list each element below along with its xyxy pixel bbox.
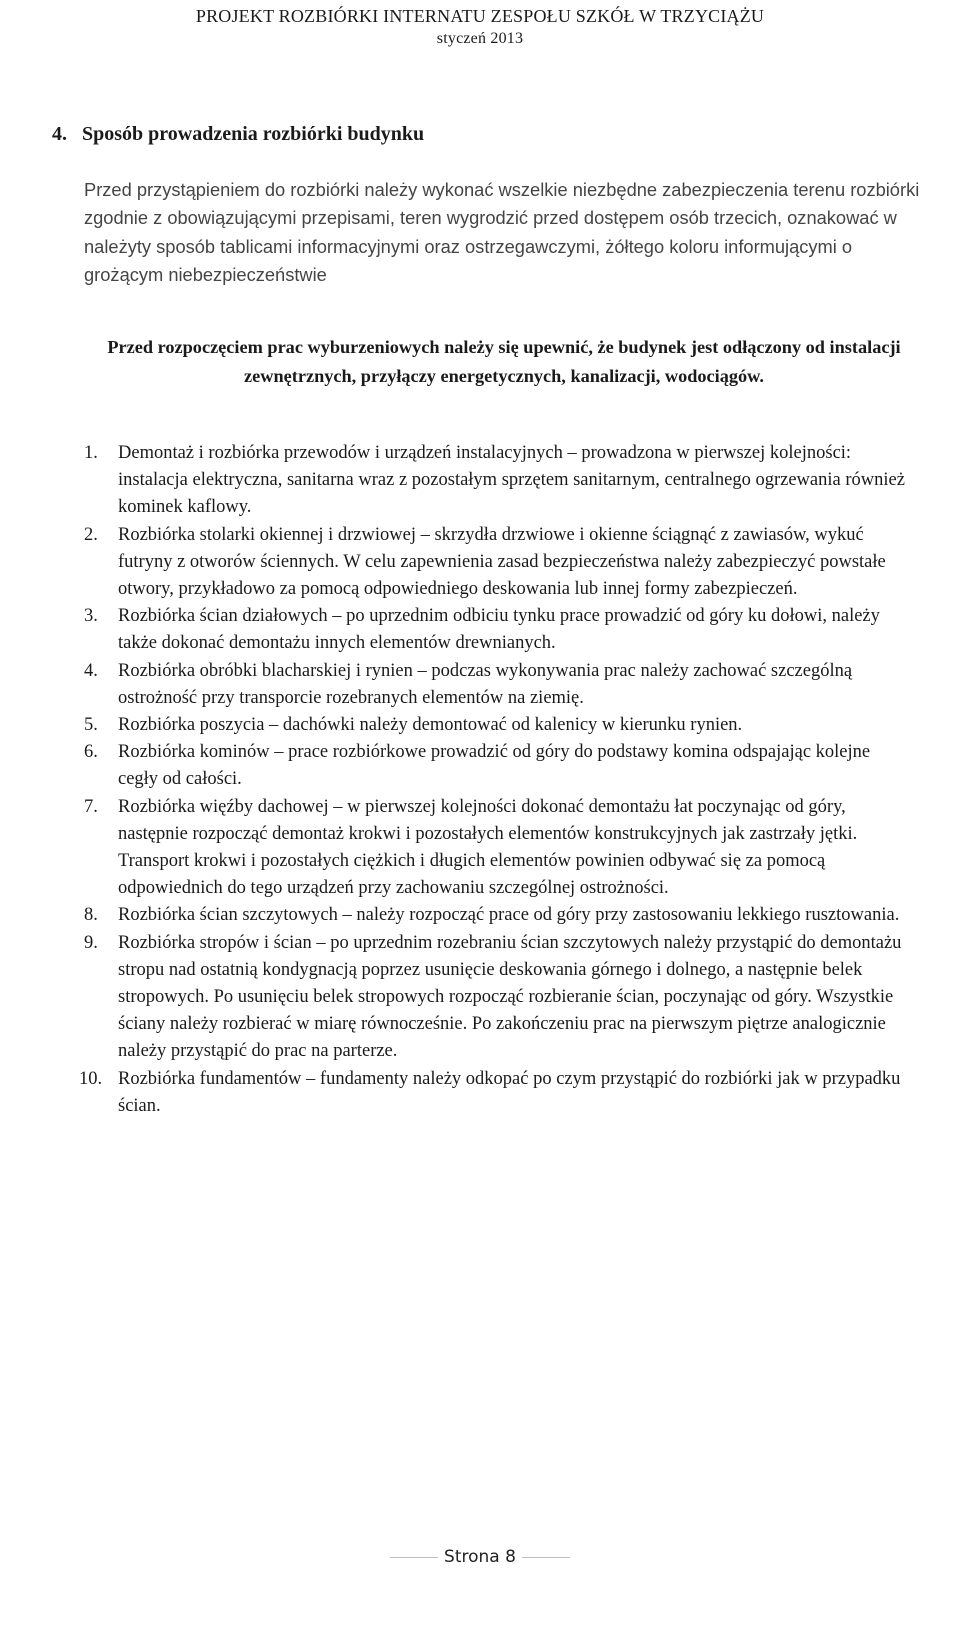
list-item xyxy=(84,739,914,793)
list-item-text: Rozbiórka fundamentów – fundamenty należy odkopać po czym przystąpić do rozbiórki jak w przypadku ścian. xyxy=(118,1068,901,1116)
section-title: Sposób prowadzenia rozbiórki budynku xyxy=(82,123,425,145)
section-number: 4. xyxy=(52,123,67,145)
list-item-text: Rozbiórka stolarki okiennej i drzwiowej – skrzydła drzwiowe i okienne ściągnąć z zawiasów, wykuć futryny z otworów ściennych. W celu zapewnienia zasad bezpieczeństwa należy zabezpieczyć powstałe otwory, przykładowo za pomocą odpowiedniego deskowania lub innej formy zabezpieczeń. xyxy=(118,524,886,600)
page-number xyxy=(0,1545,960,1569)
list-item xyxy=(79,1066,914,1120)
section-heading xyxy=(52,121,424,147)
list-item xyxy=(84,603,914,657)
list-item-number: 8. xyxy=(84,905,98,926)
list-item xyxy=(84,794,914,903)
list-item-text: Rozbiórka więźby dachowej – w pierwszej kolejności dokonać demontażu łat poczynając od góry, następnie rozpocząć demontaż krokwi i pozostałych elementów konstrukcyjnych jak zastrzały jętki. Transport krokwi i pozostałych ciężkich i długich elementów powinien odbywać się za pomocą odpowiednich do tego urządzeń przy zachowaniu szczególnej ostrożności. xyxy=(118,796,858,899)
list-item xyxy=(84,902,914,929)
intro-paragraph: Przed przystąpieniem do rozbiórki należy wykonać wszelkie niezbędne zabezpieczenia terenu rozbiórki zgodnie z obowiązującymi przepisami, teren wygrodzić przed dostępem osób trzecich, oznakować w należyty sposób tablicami informacyjnymi oraz ostrzegawczymi, żółtego koloru informującymi o grożącym niebezpieczeństwie xyxy=(84,179,920,285)
list-item-text: Rozbiórka poszycia – dachówki należy demontować od kalenicy w kierunku rynien. xyxy=(118,715,743,736)
warning-paragraph: Przed rozpoczęciem prac wyburzeniowych należy się upewnić, że budynek jest odłączony od instalacji zewnętrznych, przyłączy energetycznych, kanalizacji, wodociągów. xyxy=(107,337,901,386)
list-item xyxy=(84,658,914,712)
list-item xyxy=(84,712,914,739)
list-item-number: 4. xyxy=(84,660,98,681)
running-header xyxy=(0,4,960,50)
list-item-text: Rozbiórka ścian szczytowych – należy rozpocząć prace od góry przy zastosowaniu lekkiego rusztowania. xyxy=(118,905,900,926)
demolition-steps-list xyxy=(79,440,914,1120)
list-item-text: Rozbiórka kominów – prace rozbiórkowe prowadzić od góry do podstawy komina odspajając kolejne cegły od całości. xyxy=(118,742,871,790)
list-item xyxy=(84,522,914,604)
list-item-text: Demontaż i rozbiórka przewodów i urządzeń instalacyjnych – prowadzona w pierwszej kolejności: instalacja elektryczna, sanitarna wraz z pozostałym sprzętem sanitarnym, centralnego ogrzewania również kominek kaflowy. xyxy=(118,443,905,518)
list-item xyxy=(84,440,914,522)
list-item-number: 7. xyxy=(84,796,98,817)
list-item-text: Rozbiórka ścian działowych – po uprzednim odbiciu tynku prace prowadzić od góry ku dołowi, należy także dokonać demontażu innych elementów drewnianych. xyxy=(118,606,880,654)
list-item-number: 3. xyxy=(84,606,98,627)
list-item-text: Rozbiórka obróbki blacharskiej i rynien – podczas wykonywania prac należy zachować szczególną ostrożność przy transporcie rozebranych elementów na ziemię. xyxy=(118,660,853,708)
list-item-number: 9. xyxy=(84,932,98,953)
list-item-number: 1. xyxy=(84,443,98,463)
page-footer xyxy=(0,1536,960,1576)
list-item-number: 2. xyxy=(84,524,98,545)
page-number-label: Strona 8 xyxy=(438,1547,522,1567)
list-item-number: 6. xyxy=(84,742,98,763)
list-item xyxy=(84,930,914,1066)
list-item-number: 5. xyxy=(84,715,98,736)
list-item-text: Rozbiórka stropów i ścian – po uprzednim rozebraniu ścian szczytowych należy przystąpić do demontażu stropu nad ostatnią kondygnacją poprzez usunięcie deskowania górnego i dolnego, a następnie belek stropowych. Po usunięciu belek stropowych rozpocząć rozbieranie ścian, poczynając od góry. Wszystkie ściany należy rozbierać w miarę równocześnie. Po zakończeniu prac na pierwszym piętrze analogicznie należy przystąpić do prac na parterze. xyxy=(118,932,902,1062)
document-title: PROJEKT ROZBIÓRKI INTERNATU ZESPOŁU SZKÓŁ W TRZYCIĄŻU xyxy=(195,6,765,26)
document-date: styczeń 2013 xyxy=(436,30,524,47)
list-item-number: 10. xyxy=(79,1068,103,1089)
